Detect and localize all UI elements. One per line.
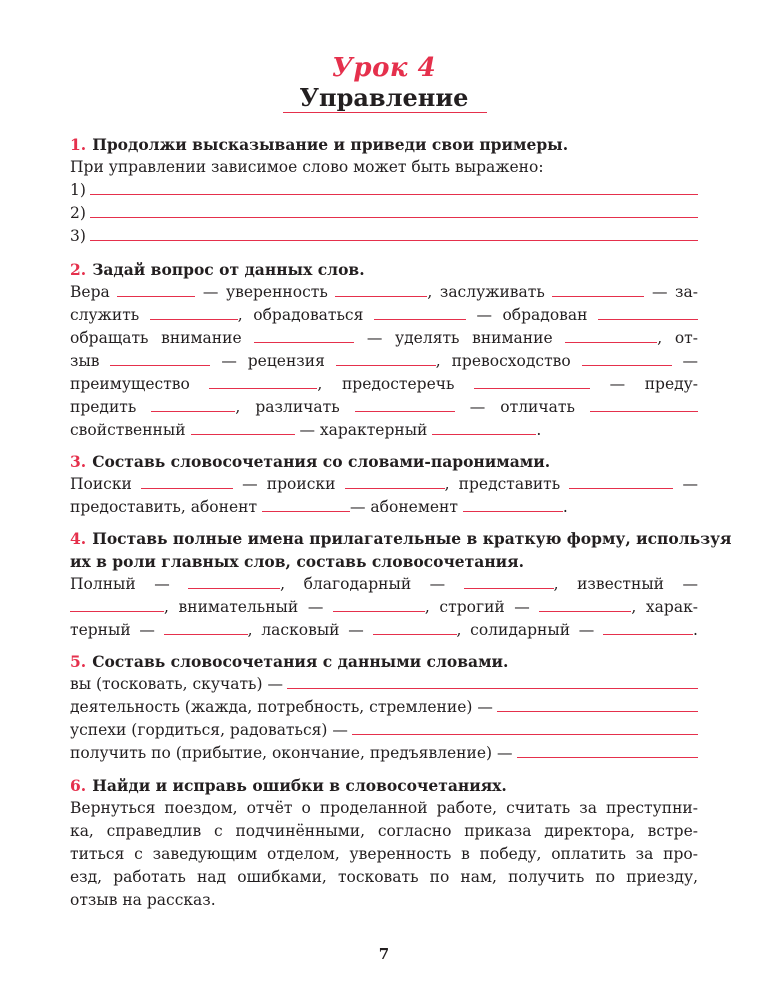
word: — уделять внимание [366, 329, 553, 347]
word: — характерный [299, 421, 428, 439]
title-underline [283, 112, 487, 113]
page-number: 7 [378, 945, 390, 963]
word: — [682, 352, 699, 370]
answer-blank[interactable] [164, 620, 248, 635]
task-4-title-2: их в роли главных слов, составь словосочетания. [70, 552, 525, 571]
answer-blank[interactable] [333, 597, 425, 612]
word: — [682, 575, 698, 593]
task-2-title [70, 258, 698, 281]
word: . [693, 621, 698, 639]
answer-blank[interactable] [539, 597, 631, 612]
word: , харак- [631, 598, 698, 616]
word: — за- [651, 283, 698, 301]
answer-blank[interactable] [90, 226, 698, 241]
answer-blank[interactable] [565, 328, 657, 343]
answer-blank[interactable] [141, 474, 233, 489]
word: — [609, 375, 626, 393]
answer-blank[interactable] [352, 720, 698, 735]
answer-blank[interactable] [191, 420, 295, 435]
word: предоставить, абонент [70, 498, 258, 516]
answer-blank[interactable] [287, 674, 698, 689]
word: деятельность (жажда, потребность, стремление) — [70, 698, 493, 716]
task-6-text-line-5: отзыв на рассказ. [70, 891, 216, 909]
word: — абонемент [349, 498, 458, 516]
task-3 [70, 450, 698, 519]
answer-blank[interactable] [254, 328, 354, 343]
word: — [154, 575, 170, 593]
answer-blank[interactable] [188, 574, 280, 589]
answer-blank[interactable] [474, 374, 590, 389]
task-2-line-5 [70, 373, 698, 396]
word: Полный [70, 575, 136, 593]
word: предить [70, 398, 137, 416]
answer-line-2[interactable] [70, 202, 698, 225]
answer-blank[interactable] [464, 574, 554, 589]
answer-blank[interactable] [117, 282, 195, 297]
word: , от- [657, 329, 698, 347]
word: — [469, 398, 486, 416]
task-1-intro: При управлении зависимое слово может быть выражено: [70, 158, 544, 176]
answer-blank[interactable] [463, 497, 563, 512]
answer-blank[interactable] [603, 620, 693, 635]
word: , превосходство [435, 352, 571, 370]
task-1 [70, 133, 698, 248]
task-2-line-4 [70, 350, 698, 373]
task-3-line-1 [70, 473, 698, 496]
task-3-line-2 [70, 496, 698, 519]
task-text: Составь словосочетания со словами-паронимами. [92, 452, 551, 471]
word: Поиски [70, 475, 132, 493]
task-2-line-6 [70, 396, 698, 419]
task-5-title [70, 650, 698, 673]
answer-blank[interactable] [598, 305, 698, 320]
word: , представить [444, 475, 561, 493]
answer-blank[interactable] [432, 420, 536, 435]
task-number: 6. [70, 776, 87, 795]
word: вы (тосковать, скучать) — [70, 675, 283, 693]
answer-blank[interactable] [590, 397, 698, 412]
word: — [429, 575, 446, 593]
task-2-line-2 [70, 304, 698, 327]
word: , [235, 398, 241, 416]
word: служить [70, 306, 140, 324]
task-4 [70, 527, 732, 642]
lesson-heading: Урок 4 [331, 53, 437, 83]
word: , [553, 575, 559, 593]
answer-blank[interactable] [582, 351, 672, 366]
task-5-line-1[interactable] [70, 673, 698, 696]
task-3-title [70, 450, 698, 473]
word: обращать внимание [70, 329, 242, 347]
task-text: Составь словосочетания с данными словами. [92, 652, 509, 671]
task-6-text-line-4: езд, работать над ошибками, тосковать по нам, получить по приезду, [70, 868, 698, 886]
answer-line-3[interactable] [70, 225, 698, 248]
item-label: 3) [70, 227, 86, 245]
word: — происки [242, 475, 336, 493]
task-5-line-4[interactable] [70, 742, 698, 765]
word: терный — [70, 621, 155, 639]
word: свойственный [70, 421, 186, 439]
task-4-line-3 [70, 619, 698, 642]
answer-blank[interactable] [345, 474, 445, 489]
task-text: Поставь полные имена прилагательные в краткую форму, используя [92, 529, 732, 548]
answer-blank[interactable] [569, 474, 673, 489]
task-text: Продолжи высказывание и приведи свои примеры. [92, 135, 569, 154]
word: . [536, 421, 542, 439]
word: предостеречь [341, 375, 455, 393]
word: успехи (гордиться, радоваться) — [70, 721, 348, 739]
answer-blank[interactable] [209, 374, 317, 389]
word: , обрадоваться [237, 306, 364, 324]
answer-blank[interactable] [552, 282, 644, 297]
answer-blank[interactable] [355, 397, 455, 412]
word: — [682, 475, 698, 493]
task-2-line-7 [70, 419, 698, 442]
word: Вера [70, 283, 110, 301]
word: зыв [70, 352, 100, 370]
word: , строгий — [424, 598, 530, 616]
word: различать [255, 398, 340, 416]
task-text: Задай вопрос от данных слов. [92, 260, 365, 279]
word: — рецензия [221, 352, 325, 370]
task-number: 3. [70, 452, 87, 471]
task-number: 5. [70, 652, 87, 671]
answer-blank[interactable] [110, 351, 210, 366]
task-4-line-2 [70, 596, 698, 619]
answer-blank[interactable] [150, 305, 238, 320]
word: , ласковый — [247, 621, 364, 639]
word: отличать [500, 398, 575, 416]
word: , заслуживать [427, 283, 545, 301]
answer-blank[interactable] [70, 597, 164, 612]
task-6-text-line-3: титься с заведующим отделом, уверенность в победу, оплатить за про- [70, 845, 698, 863]
answer-blank[interactable] [373, 620, 457, 635]
task-5-line-2[interactable] [70, 696, 698, 719]
item-label: 1) [70, 181, 86, 199]
answer-blank[interactable] [374, 305, 466, 320]
answer-blank[interactable] [90, 203, 698, 218]
task-2 [70, 258, 698, 442]
word: благодарный [303, 575, 412, 593]
task-6-text-line-2: ка, справедлив с подчинёнными, согласно приказа директора, встре- [70, 822, 698, 840]
answer-blank[interactable] [335, 282, 427, 297]
answer-blank[interactable] [90, 180, 698, 195]
word: , [317, 375, 323, 393]
task-4-title-1 [70, 527, 732, 550]
task-6 [70, 774, 698, 912]
word: . [562, 498, 568, 516]
task-2-line-1 [70, 281, 698, 304]
word: преду- [644, 375, 699, 393]
task-text: Найди и исправь ошибки в словосочетаниях. [92, 776, 507, 795]
word: , [280, 575, 286, 593]
answer-blank[interactable] [262, 497, 350, 512]
answer-line-1[interactable] [70, 179, 698, 202]
task-6-text-line-1: Вернуться поездом, отчёт о проделанной работе, считать за преступни- [70, 799, 698, 817]
task-4-line-1 [70, 573, 698, 596]
task-number: 2. [70, 260, 87, 279]
word: , внимательный — [164, 598, 324, 616]
word: — обрадован [476, 306, 588, 324]
task-5 [70, 650, 698, 765]
topic-title: Управление [299, 83, 469, 112]
word: получить по (прибытие, окончание, предъявление) — [70, 744, 513, 762]
word: преимущество [70, 375, 190, 393]
word: — уверенность [202, 283, 328, 301]
task-2-line-3 [70, 327, 698, 350]
answer-blank[interactable] [151, 397, 235, 412]
word: известный [577, 575, 665, 593]
task-number: 4. [70, 529, 87, 548]
task-6-title [70, 774, 698, 797]
answer-blank[interactable] [517, 743, 699, 758]
answer-blank[interactable] [336, 351, 436, 366]
task-5-line-3[interactable] [70, 719, 698, 742]
item-label: 2) [70, 204, 86, 222]
word: , солидарный — [456, 621, 595, 639]
task-1-title [70, 133, 698, 156]
task-number: 1. [70, 135, 87, 154]
answer-blank[interactable] [497, 697, 698, 712]
